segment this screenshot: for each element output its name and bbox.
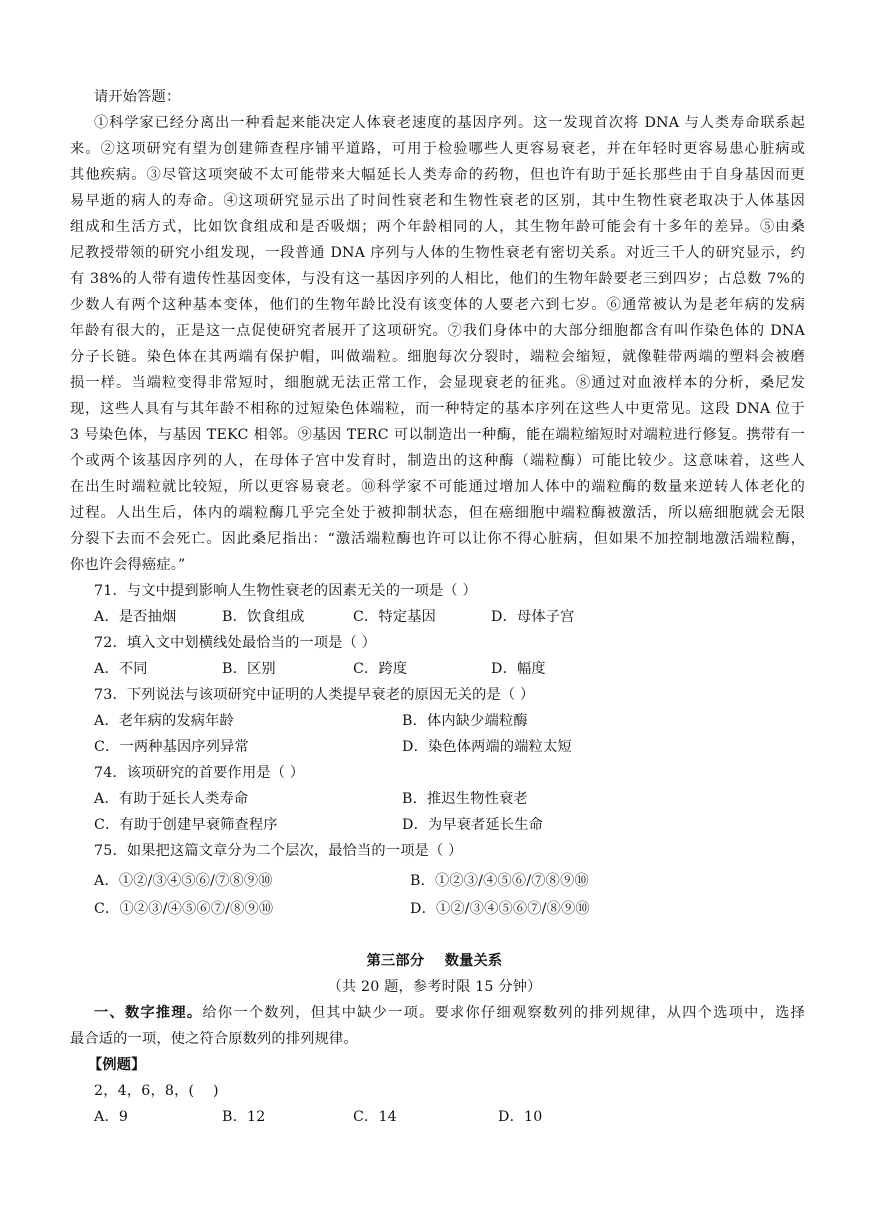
question-74-stem: 74．该项研究的首要作用是（ ） xyxy=(94,765,305,781)
question-73-options-row1 xyxy=(94,708,784,734)
example-options xyxy=(94,1104,784,1130)
option-c[interactable]: C．14 xyxy=(353,1109,397,1125)
passage-line: 个或两个该基因序列的人，在母体子宫中发育时，制造出的这种酶（端粒酶）可能比较少。这意味着，这些人 xyxy=(70,453,805,469)
passage-line: ①科学家已经分离出一种看起来能决定人体衰老速度的基因序列。这一发现首次将 DNA 与人类寿命联系起 xyxy=(94,115,805,131)
example-sequence: 2，4，6，8，( ) xyxy=(94,1083,219,1099)
passage-line: 分子长链。染色体在其两端有保护帽，叫做端粒。细胞每次分裂时，端粒会缩短，就像鞋带两端的塑料会被磨 xyxy=(70,349,805,365)
passage-line: 现，这些人具有与其年龄不相称的过短染色体端粒，而一种特定的基本序列在这些人中更常见。这段 DNA 位于 xyxy=(70,401,805,417)
passage-line: 3 号染色体，与基因 TEKC 相邻。⑨基因 TERC 可以制造出一种酶，能在端粒缩短时对端粒进行修复。携带有一 xyxy=(70,427,805,443)
option-b[interactable]: B．12 xyxy=(222,1109,266,1125)
passage-line: 少数人有两个这种基本变体，他们的生物年龄比没有该变体的人要老六到七岁。⑥通常被认为是老年病的发病 xyxy=(70,297,805,313)
option-d[interactable]: D．①②/③④⑤⑥⑦/⑧⑨⑩ xyxy=(410,901,590,917)
instruction-text: 给你一个数列，但其中缺少一项。要求你仔细观察数列的排列规律，从四个选项中，选择 xyxy=(202,1005,806,1021)
passage-line: 易早逝的病人的寿命。④这项研究显示出了时间性衰老和生物性衰老的区别，其中生物性衰老取决于人体基因 xyxy=(70,193,805,209)
option-a[interactable]: A．有助于延长人类寿命 xyxy=(94,791,249,807)
question-75-options-row1 xyxy=(94,868,784,894)
option-c[interactable]: C．有助于创建早衰筛查程序 xyxy=(94,817,278,833)
option-a[interactable]: A．不同 xyxy=(94,661,148,677)
option-a[interactable]: A．是否抽烟 xyxy=(94,609,177,625)
option-c[interactable]: C．特定基因 xyxy=(353,609,436,625)
passage-line: 组成和生活方式，比如饮食组成和是否吸烟；两个年龄相同的人，其生物年龄可能会有十多年的差异。⑤由桑 xyxy=(70,219,805,235)
option-a[interactable]: A．9 xyxy=(94,1109,129,1125)
option-c[interactable]: C．一两种基因序列异常 xyxy=(94,739,249,755)
section-subtitle: （共 20 题，参考时限 15 分钟） xyxy=(327,979,542,995)
option-d[interactable]: D．10 xyxy=(498,1109,543,1125)
passage-line: 你也许会得癌症。” xyxy=(70,557,186,573)
option-a[interactable]: A．①②/③④⑤⑥/⑦⑧⑨⑩ xyxy=(94,873,273,889)
passage-line: 来。②这项研究有望为创建筛查程序铺平道路，可用于检验哪些人更容易衰老，并在年轻时更容易患心脏病或 xyxy=(70,141,805,157)
section-title: 第三部分 数量关系 xyxy=(366,953,503,969)
option-c[interactable]: C．①②③/④⑤⑥⑦/⑧⑨⑩ xyxy=(94,901,274,917)
option-d[interactable]: D．染色体两端的端粒太短 xyxy=(402,739,572,755)
question-71-options xyxy=(94,604,784,630)
question-72-options xyxy=(94,656,784,682)
passage-line: 年龄有很大的，正是这一点促使研究者展开了这项研究。⑦我们身体中的大部分细胞都含有叫作染色体的 DNA xyxy=(70,323,805,339)
question-73-options-row2 xyxy=(94,734,784,760)
question-74-options-row1 xyxy=(94,786,784,812)
option-b[interactable]: B．体内缺少端粒酶 xyxy=(402,713,528,729)
passage-line: 损一样。当端粒变得非常短时，细胞就无法正常工作，会显现衰老的征兆。⑧通过对血液样本的分析，桑尼发 xyxy=(70,375,805,391)
instruction-line-2: 最合适的一项，使之符合原数列的排列规律。 xyxy=(70,1031,358,1047)
passage-line: 过程。人出生后，体内的端粒酶几乎完全处于被抑制状态，但在癌细胞中端粒酶被激活，所以癌细胞就会无限 xyxy=(70,505,805,521)
instruction-lead: 一、数字推理。 xyxy=(94,1005,203,1021)
passage-line: 其他疾病。③尽管这项突破不太可能带来大幅延长人类寿命的药物，但也许有助于延长那些由于自身基因而更 xyxy=(70,167,805,183)
passage-line: 在出生时端粒就比较短，所以更容易衰老。⑩科学家不可能通过增加人体中的端粒酶的数量来逆转人体老化的 xyxy=(70,479,805,495)
question-72-stem: 72．填入文中划横线处最恰当的一项是（ ） xyxy=(94,635,377,651)
passage-line: 分裂下去而不会死亡。因此桑尼指出：“激活端粒酶也许可以让你不得心脏病，但如果不加控制地激活端粒酶， xyxy=(70,531,805,547)
option-a[interactable]: A．老年病的发病年龄 xyxy=(94,713,234,729)
option-c[interactable]: C．跨度 xyxy=(353,661,408,677)
option-b[interactable]: B．区别 xyxy=(222,661,276,677)
example-label: 【例题】 xyxy=(88,1057,146,1073)
question-74-options-row2 xyxy=(94,812,784,838)
question-73-stem: 73．下列说法与该项研究中证明的人类提早衰老的原因无关的是（ ） xyxy=(94,687,535,703)
intro-text: 请开始答题： xyxy=(94,89,181,105)
passage-line: 尼教授带领的研究小组发现，一段普通 DNA 序列与人体的生物性衰老有密切关系。对近三千人的研究显示，约 xyxy=(70,245,805,261)
question-75-options-row2 xyxy=(94,896,784,922)
passage-line: 有 38%的人带有遗传性基因变体，与没有这一基因序列的人相比，他们的生物年龄要老三到四岁；占总数 7%的 xyxy=(70,271,805,287)
option-d[interactable]: D．幅度 xyxy=(491,661,546,677)
option-b[interactable]: B．①②③/④⑤⑥/⑦⑧⑨⑩ xyxy=(410,873,589,889)
option-d[interactable]: D．为早衰者延长生命 xyxy=(402,817,544,833)
question-75-stem: 75．如果把这篇文章分为二个层次，最恰当的一项是（ ） xyxy=(94,843,463,859)
instruction-line-1 xyxy=(94,1000,805,1026)
question-71-stem: 71．与文中提到影响人生物性衰老的因素无关的一项是（ ） xyxy=(94,583,477,599)
option-d[interactable]: D．母体子宫 xyxy=(491,609,575,625)
option-b[interactable]: B．饮食组成 xyxy=(222,609,305,625)
option-b[interactable]: B．推迟生物性衰老 xyxy=(402,791,528,807)
